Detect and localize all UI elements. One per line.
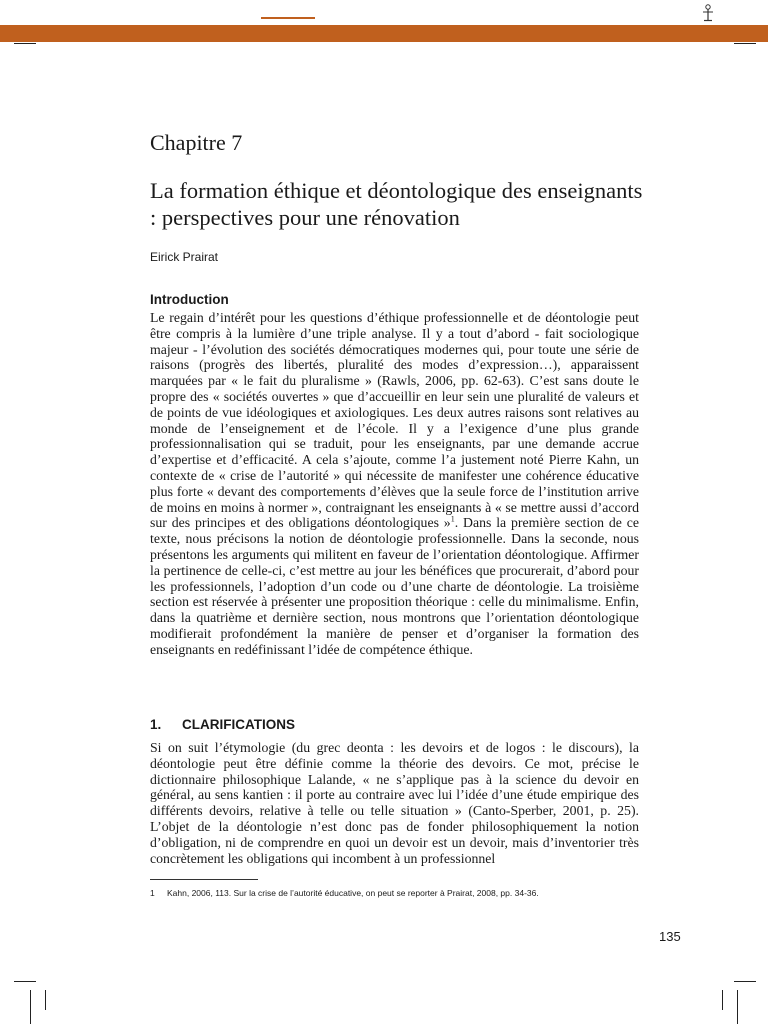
- footnote-rule: [150, 879, 258, 880]
- section-heading: [150, 717, 295, 732]
- crop-mark: [734, 981, 756, 982]
- footnote: [150, 888, 539, 898]
- intro-text-part2: . Dans la première section de ce texte, nous précisons la notion de déontologie professionnelle. Dans la seconde, nous présentons les arguments qui militent en faveur de l’orientation déontologique. Affirmer la pertinence de celle-ci, c’est mettre au jour les bénéfices que procurerait, d’abord pour les professionnels, l’adoption d’un code ou d’une charte de déontologie. La troisième section est réservée à présenter une proposition théorique : celle du minimalisme. Enfin, dans la quatrième et dernière section, nous montrons que l’orientation déontologique modifierait profondément la manière de penser et d’organiser la formation des enseignants en redéfinissant l’idée de compétence éthique.: [150, 515, 639, 657]
- crop-mark: [45, 990, 46, 1010]
- chapter-label: Chapitre 7: [150, 130, 243, 155]
- crop-mark: [734, 43, 756, 44]
- author-name: Eirick Prairat: [150, 250, 219, 264]
- footnote-reference[interactable]: 1: [450, 514, 455, 524]
- crop-mark: [722, 990, 723, 1010]
- footnote-text: Kahn, 2006, 113. Sur la crise de l’autorité éducative, on peut se reporter à Prairat, 2008, pp. 34-36.: [167, 888, 539, 898]
- publisher-logo-icon: [700, 4, 716, 22]
- crop-mark: [14, 981, 36, 982]
- crop-mark: [737, 990, 738, 1024]
- section-title: CLARIFICATIONS: [182, 717, 295, 732]
- footnote-number: 1: [150, 888, 155, 898]
- chapter-title: La formation éthique et déontologique des enseignants : perspectives pour une rénovation: [150, 178, 643, 230]
- crop-mark: [14, 43, 36, 44]
- crop-mark: [30, 990, 31, 1024]
- page-number: 135: [659, 929, 681, 944]
- header-tab-line: [261, 17, 315, 19]
- intro-heading: Introduction: [150, 292, 229, 307]
- intro-paragraph: [150, 310, 639, 658]
- section-number: 1.: [150, 717, 162, 732]
- section-paragraph: Si on suit l’étymologie (du grec deonta : les devoirs et de logos : le discours), la déontologie peut être définie comme la théorie des devoirs. Ce mot, précise le dictionnaire philosophique Lalande, « ne s’applique pas à la science du devoir en général, au sens kantien : il porte au contraire avec lui l’idée d’une étude empirique des différents devoirs, relative à telle ou telle situation » (Canto-Sperber, 2001, p. 25). L’objet de la déontologie n’est donc pas de fonder philosophiquement la notion d’obligation, ni de comprendre en quoi un devoir est un devoir, mais d’inventorier très concrètement les obligations qui incombent à un professionnel: [150, 740, 639, 866]
- header-band: [0, 25, 768, 42]
- intro-text-part1: Le regain d’intérêt pour les questions d’éthique professionnelle et de déontologie peut être compris à la lumière d’une triple analyse. Il y a tout d’abord - fait sociologique majeur - l’évolution des sociétés démocratiques modernes qui, pour toute une série de raisons (progrès des libertés, pluralité des modes d’expression…), apparaissent marquées par « le fait du pluralisme » (Rawls, 2006, pp. 62-63). C’est sans doute le propre des « sociétés ouvertes » que d’accueillir en leur sein une pluralité de valeurs et de points de vue idéologiques et axiologiques. Les deux autres raisons sont relatives au monde de l’enseignement et de l’école. Il y a l’exigence d’une plus grande professionnalisation qui se traduit, pour les enseignants, par une demande accrue d’expertise et d’efficacité. A cela s’ajoute, comme l’a justement noté Pierre Kahn, un contexte de « crise de l’autorité » qui nécessite de manifester une cohérence éducative plus forte « devant des comportements d’élèves que la seule force de l’institution arrive de moins en moins à normer », contraignant les enseignants à « se mettre aussi d’accord sur des principes et des obligations déontologiques »: [150, 310, 639, 531]
